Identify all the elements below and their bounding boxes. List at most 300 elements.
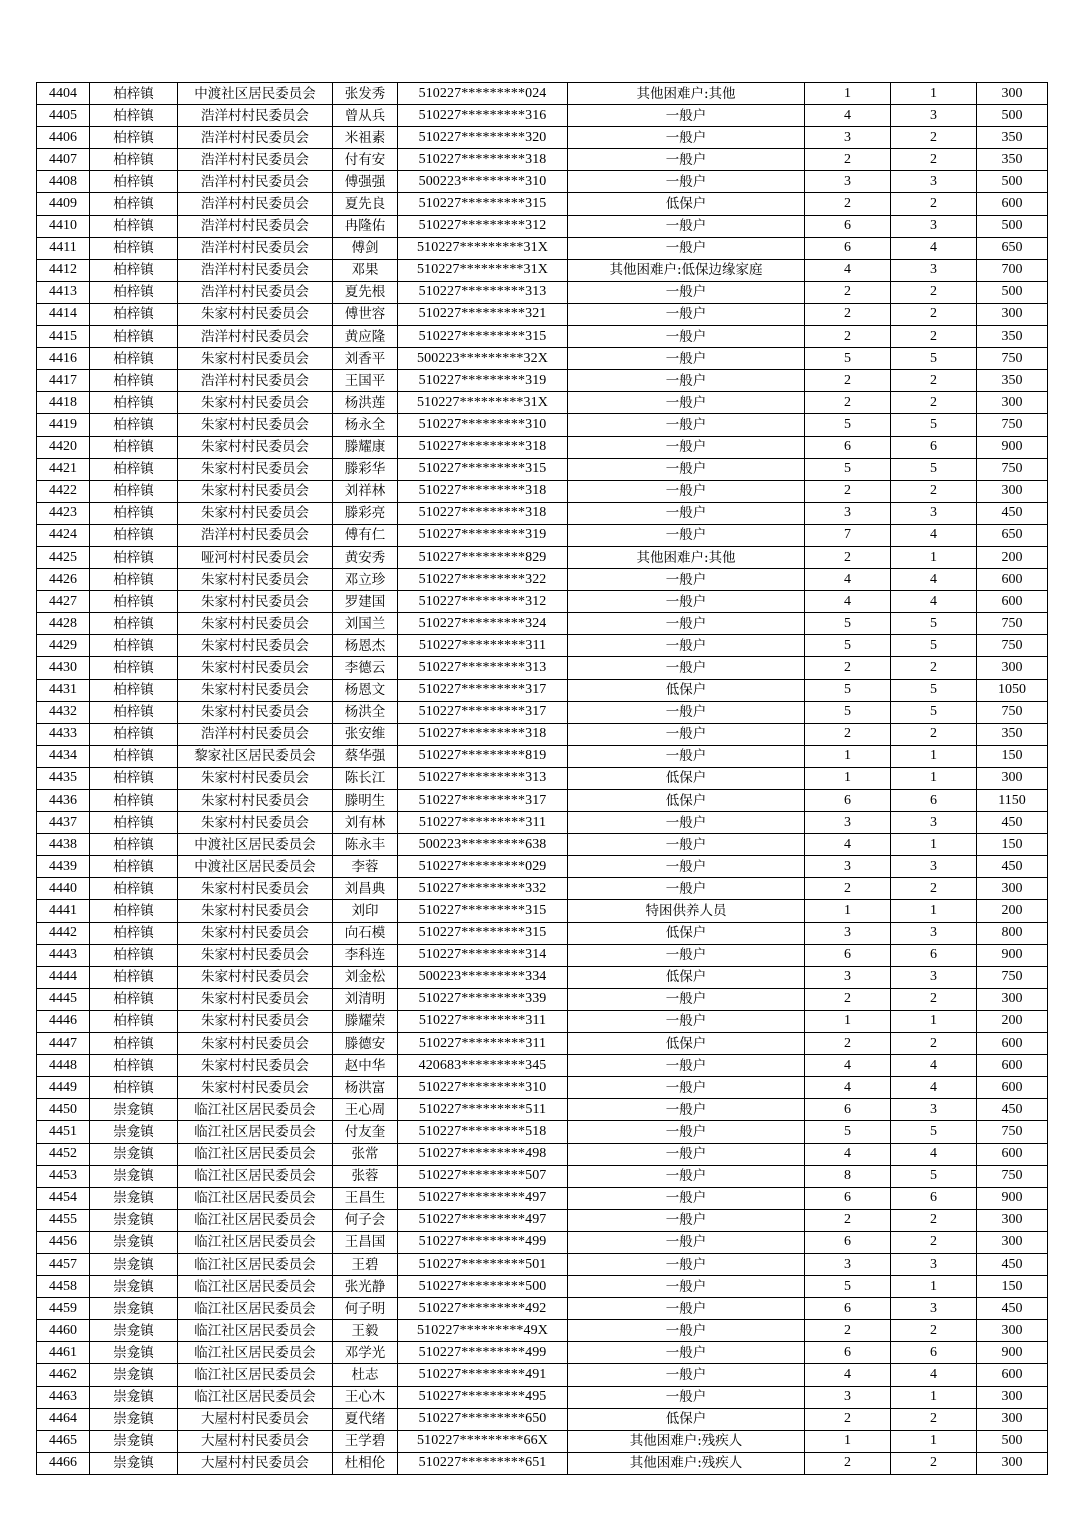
- committee-cell: 朱家村村民委员会: [178, 1033, 333, 1055]
- amount-cell: 750: [977, 458, 1048, 480]
- serial-number-cell: 4448: [37, 1055, 90, 1077]
- amount-cell: 150: [977, 834, 1048, 856]
- assisted-count-cell: 2: [891, 193, 977, 215]
- name-cell: 邓果: [333, 259, 398, 281]
- name-cell: 何子会: [333, 1209, 398, 1231]
- id-number-cell: 510227*********315: [398, 458, 568, 480]
- serial-number-cell: 4442: [37, 922, 90, 944]
- id-number-cell: 500223*********638: [398, 834, 568, 856]
- name-cell: 滕彩亮: [333, 502, 398, 524]
- table-row: [37, 149, 1048, 171]
- committee-cell: 临江社区居民委员会: [178, 1099, 333, 1121]
- household-type-cell: 其他困难户:低保边缘家庭: [568, 259, 805, 281]
- family-size-cell: 2: [805, 1033, 891, 1055]
- name-cell: 王昌国: [333, 1231, 398, 1253]
- table-row: [37, 1033, 1048, 1055]
- table-row: [37, 1121, 1048, 1143]
- amount-cell: 200: [977, 900, 1048, 922]
- table-row: [37, 1099, 1048, 1121]
- committee-cell: 朱家村村民委员会: [178, 480, 333, 502]
- household-type-cell: 一般户: [568, 127, 805, 149]
- serial-number-cell: 4462: [37, 1364, 90, 1386]
- table-row: [37, 1055, 1048, 1077]
- household-type-cell: 低保户: [568, 193, 805, 215]
- table-row: [37, 326, 1048, 348]
- town-cell: 柏梓镇: [90, 414, 178, 436]
- name-cell: 张常: [333, 1143, 398, 1165]
- name-cell: 王昌生: [333, 1187, 398, 1209]
- table-row: [37, 546, 1048, 568]
- amount-cell: 600: [977, 1033, 1048, 1055]
- committee-cell: 浩洋村村民委员会: [178, 215, 333, 237]
- amount-cell: 1050: [977, 679, 1048, 701]
- committee-cell: 朱家村村民委员会: [178, 944, 333, 966]
- committee-cell: 朱家村村民委员会: [178, 502, 333, 524]
- committee-cell: 朱家村村民委员会: [178, 767, 333, 789]
- id-number-cell: 420683*********345: [398, 1055, 568, 1077]
- family-size-cell: 2: [805, 281, 891, 303]
- id-number-cell: 510227*********332: [398, 878, 568, 900]
- town-cell: 柏梓镇: [90, 767, 178, 789]
- serial-number-cell: 4434: [37, 745, 90, 767]
- committee-cell: 大屋村村民委员会: [178, 1430, 333, 1452]
- amount-cell: 300: [977, 1452, 1048, 1474]
- town-cell: 崇龛镇: [90, 1121, 178, 1143]
- household-type-cell: 其他困难户:其他: [568, 83, 805, 105]
- table-row: [37, 458, 1048, 480]
- household-type-cell: 其他困难户:残疾人: [568, 1430, 805, 1452]
- town-cell: 崇龛镇: [90, 1430, 178, 1452]
- serial-number-cell: 4454: [37, 1187, 90, 1209]
- committee-cell: 朱家村村民委员会: [178, 1055, 333, 1077]
- household-type-cell: 低保户: [568, 1033, 805, 1055]
- name-cell: 黄安秀: [333, 546, 398, 568]
- town-cell: 柏梓镇: [90, 436, 178, 458]
- committee-cell: 大屋村村民委员会: [178, 1408, 333, 1430]
- assisted-count-cell: 3: [891, 1253, 977, 1275]
- committee-cell: 朱家村村民委员会: [178, 414, 333, 436]
- serial-number-cell: 4406: [37, 127, 90, 149]
- table-row: [37, 105, 1048, 127]
- family-size-cell: 4: [805, 569, 891, 591]
- assisted-count-cell: 1: [891, 834, 977, 856]
- amount-cell: 600: [977, 1364, 1048, 1386]
- town-cell: 崇龛镇: [90, 1320, 178, 1342]
- household-type-cell: 一般户: [568, 1364, 805, 1386]
- serial-number-cell: 4447: [37, 1033, 90, 1055]
- assisted-count-cell: 1: [891, 1430, 977, 1452]
- committee-cell: 朱家村村民委员会: [178, 966, 333, 988]
- committee-cell: 浩洋村村民委员会: [178, 370, 333, 392]
- table-row: [37, 370, 1048, 392]
- serial-number-cell: 4466: [37, 1452, 90, 1474]
- household-type-cell: 一般户: [568, 502, 805, 524]
- assisted-count-cell: 4: [891, 237, 977, 259]
- town-cell: 柏梓镇: [90, 657, 178, 679]
- town-cell: 柏梓镇: [90, 326, 178, 348]
- committee-cell: 临江社区居民委员会: [178, 1342, 333, 1364]
- name-cell: 刘国兰: [333, 613, 398, 635]
- family-size-cell: 6: [805, 790, 891, 812]
- id-number-cell: 510227*********497: [398, 1209, 568, 1231]
- household-type-cell: 一般户: [568, 215, 805, 237]
- committee-cell: 朱家村村民委员会: [178, 790, 333, 812]
- amount-cell: 700: [977, 259, 1048, 281]
- table-row: [37, 524, 1048, 546]
- household-type-cell: 一般户: [568, 944, 805, 966]
- town-cell: 崇龛镇: [90, 1364, 178, 1386]
- name-cell: 傅世容: [333, 303, 398, 325]
- id-number-cell: 510227*********31X: [398, 392, 568, 414]
- family-size-cell: 3: [805, 1386, 891, 1408]
- amount-cell: 300: [977, 988, 1048, 1010]
- table-row: [37, 1320, 1048, 1342]
- assisted-count-cell: 3: [891, 922, 977, 944]
- serial-number-cell: 4425: [37, 546, 90, 568]
- town-cell: 柏梓镇: [90, 856, 178, 878]
- town-cell: 柏梓镇: [90, 591, 178, 613]
- table-row: [37, 436, 1048, 458]
- family-size-cell: 5: [805, 458, 891, 480]
- town-cell: 柏梓镇: [90, 745, 178, 767]
- town-cell: 崇龛镇: [90, 1452, 178, 1474]
- assisted-count-cell: 1: [891, 745, 977, 767]
- name-cell: 向石模: [333, 922, 398, 944]
- committee-cell: 浩洋村村民委员会: [178, 281, 333, 303]
- town-cell: 柏梓镇: [90, 83, 178, 105]
- table-row: [37, 790, 1048, 812]
- town-cell: 柏梓镇: [90, 878, 178, 900]
- assisted-count-cell: 4: [891, 591, 977, 613]
- assisted-count-cell: 6: [891, 436, 977, 458]
- name-cell: 冉隆佑: [333, 215, 398, 237]
- table-row: [37, 701, 1048, 723]
- table-row: [37, 1342, 1048, 1364]
- town-cell: 崇龛镇: [90, 1253, 178, 1275]
- family-size-cell: 1: [805, 745, 891, 767]
- table-row: [37, 657, 1048, 679]
- town-cell: 崇龛镇: [90, 1209, 178, 1231]
- assisted-count-cell: 2: [891, 1231, 977, 1253]
- id-number-cell: 510227*********339: [398, 988, 568, 1010]
- committee-cell: 浩洋村村民委员会: [178, 237, 333, 259]
- table-row: [37, 193, 1048, 215]
- table-row: [37, 1408, 1048, 1430]
- town-cell: 柏梓镇: [90, 105, 178, 127]
- committee-cell: 浩洋村村民委员会: [178, 259, 333, 281]
- town-cell: 柏梓镇: [90, 1077, 178, 1099]
- amount-cell: 450: [977, 502, 1048, 524]
- town-cell: 柏梓镇: [90, 370, 178, 392]
- household-type-cell: 低保户: [568, 767, 805, 789]
- name-cell: 蔡华强: [333, 745, 398, 767]
- serial-number-cell: 4410: [37, 215, 90, 237]
- serial-number-cell: 4418: [37, 392, 90, 414]
- committee-cell: 朱家村村民委员会: [178, 679, 333, 701]
- family-size-cell: 3: [805, 1253, 891, 1275]
- family-size-cell: 8: [805, 1165, 891, 1187]
- serial-number-cell: 4463: [37, 1386, 90, 1408]
- name-cell: 杜志: [333, 1364, 398, 1386]
- household-type-cell: 一般户: [568, 613, 805, 635]
- name-cell: 杨恩杰: [333, 635, 398, 657]
- assisted-count-cell: 2: [891, 1408, 977, 1430]
- table-row: [37, 635, 1048, 657]
- family-size-cell: 6: [805, 1342, 891, 1364]
- serial-number-cell: 4409: [37, 193, 90, 215]
- town-cell: 柏梓镇: [90, 303, 178, 325]
- name-cell: 付友奎: [333, 1121, 398, 1143]
- table-row: [37, 1165, 1048, 1187]
- town-cell: 柏梓镇: [90, 502, 178, 524]
- household-type-cell: 一般户: [568, 436, 805, 458]
- id-number-cell: 510227*********315: [398, 900, 568, 922]
- committee-cell: 临江社区居民委员会: [178, 1121, 333, 1143]
- household-type-cell: 一般户: [568, 988, 805, 1010]
- amount-cell: 800: [977, 922, 1048, 944]
- table-row: [37, 171, 1048, 193]
- family-size-cell: 6: [805, 944, 891, 966]
- town-cell: 崇龛镇: [90, 1276, 178, 1298]
- assisted-count-cell: 3: [891, 856, 977, 878]
- amount-cell: 300: [977, 767, 1048, 789]
- table-row: [37, 1452, 1048, 1474]
- id-number-cell: 510227*********324: [398, 613, 568, 635]
- serial-number-cell: 4412: [37, 259, 90, 281]
- serial-number-cell: 4451: [37, 1121, 90, 1143]
- family-size-cell: 2: [805, 1452, 891, 1474]
- family-size-cell: 1: [805, 767, 891, 789]
- amount-cell: 650: [977, 524, 1048, 546]
- serial-number-cell: 4415: [37, 326, 90, 348]
- table-row: [37, 480, 1048, 502]
- amount-cell: 350: [977, 149, 1048, 171]
- committee-cell: 哑河村村民委员会: [178, 546, 333, 568]
- id-number-cell: 510227*********314: [398, 944, 568, 966]
- family-size-cell: 2: [805, 149, 891, 171]
- serial-number-cell: 4439: [37, 856, 90, 878]
- serial-number-cell: 4405: [37, 105, 90, 127]
- serial-number-cell: 4461: [37, 1342, 90, 1364]
- name-cell: 黄应隆: [333, 326, 398, 348]
- amount-cell: 750: [977, 348, 1048, 370]
- id-number-cell: 510227*********318: [398, 436, 568, 458]
- table-row: [37, 723, 1048, 745]
- committee-cell: 朱家村村民委员会: [178, 613, 333, 635]
- name-cell: 杨永全: [333, 414, 398, 436]
- family-size-cell: 6: [805, 1298, 891, 1320]
- amount-cell: 450: [977, 812, 1048, 834]
- table-row: [37, 83, 1048, 105]
- assisted-count-cell: 3: [891, 502, 977, 524]
- amount-cell: 900: [977, 436, 1048, 458]
- household-type-cell: 一般户: [568, 1209, 805, 1231]
- name-cell: 付有安: [333, 149, 398, 171]
- id-number-cell: 510227*********312: [398, 215, 568, 237]
- table-row: [37, 767, 1048, 789]
- amount-cell: 200: [977, 546, 1048, 568]
- name-cell: 刘祥林: [333, 480, 398, 502]
- id-number-cell: 500223*********334: [398, 966, 568, 988]
- id-number-cell: 510227*********317: [398, 790, 568, 812]
- amount-cell: 450: [977, 1099, 1048, 1121]
- town-cell: 柏梓镇: [90, 1010, 178, 1032]
- household-type-cell: 一般户: [568, 524, 805, 546]
- amount-cell: 600: [977, 569, 1048, 591]
- town-cell: 柏梓镇: [90, 988, 178, 1010]
- table-row: [37, 259, 1048, 281]
- id-number-cell: 510227*********819: [398, 745, 568, 767]
- amount-cell: 900: [977, 944, 1048, 966]
- family-size-cell: 5: [805, 613, 891, 635]
- committee-cell: 浩洋村村民委员会: [178, 326, 333, 348]
- id-number-cell: 510227*********312: [398, 591, 568, 613]
- serial-number-cell: 4453: [37, 1165, 90, 1187]
- household-type-cell: 一般户: [568, 1010, 805, 1032]
- family-size-cell: 6: [805, 1231, 891, 1253]
- table-row: [37, 215, 1048, 237]
- household-type-cell: 一般户: [568, 723, 805, 745]
- id-number-cell: 510227*********31X: [398, 237, 568, 259]
- id-number-cell: 510227*********311: [398, 1033, 568, 1055]
- household-type-cell: 一般户: [568, 569, 805, 591]
- id-number-cell: 510227*********499: [398, 1231, 568, 1253]
- table-row: [37, 591, 1048, 613]
- family-size-cell: 3: [805, 502, 891, 524]
- id-number-cell: 510227*********315: [398, 193, 568, 215]
- town-cell: 柏梓镇: [90, 392, 178, 414]
- household-type-cell: 一般户: [568, 1165, 805, 1187]
- id-number-cell: 510227*********310: [398, 414, 568, 436]
- committee-cell: 临江社区居民委员会: [178, 1320, 333, 1342]
- serial-number-cell: 4430: [37, 657, 90, 679]
- name-cell: 邓学光: [333, 1342, 398, 1364]
- amount-cell: 600: [977, 193, 1048, 215]
- serial-number-cell: 4421: [37, 458, 90, 480]
- family-size-cell: 6: [805, 237, 891, 259]
- id-number-cell: 510227*********829: [398, 546, 568, 568]
- name-cell: 邓立珍: [333, 569, 398, 591]
- name-cell: 张安维: [333, 723, 398, 745]
- household-type-cell: 一般户: [568, 1231, 805, 1253]
- name-cell: 赵中华: [333, 1055, 398, 1077]
- table-row: [37, 569, 1048, 591]
- name-cell: 杨洪莲: [333, 392, 398, 414]
- household-type-cell: 一般户: [568, 1276, 805, 1298]
- serial-number-cell: 4449: [37, 1077, 90, 1099]
- town-cell: 柏梓镇: [90, 127, 178, 149]
- name-cell: 刘金松: [333, 966, 398, 988]
- assisted-count-cell: 2: [891, 127, 977, 149]
- town-cell: 柏梓镇: [90, 812, 178, 834]
- household-type-cell: 一般户: [568, 657, 805, 679]
- name-cell: 陈永丰: [333, 834, 398, 856]
- town-cell: 柏梓镇: [90, 790, 178, 812]
- table-row: [37, 392, 1048, 414]
- serial-number-cell: 4458: [37, 1276, 90, 1298]
- assisted-count-cell: 2: [891, 370, 977, 392]
- table-row: [37, 1276, 1048, 1298]
- serial-number-cell: 4416: [37, 348, 90, 370]
- amount-cell: 600: [977, 1055, 1048, 1077]
- id-number-cell: 510227*********024: [398, 83, 568, 105]
- id-number-cell: 510227*********313: [398, 281, 568, 303]
- table-row: [37, 922, 1048, 944]
- town-cell: 崇龛镇: [90, 1342, 178, 1364]
- id-number-cell: 510227*********31X: [398, 259, 568, 281]
- amount-cell: 300: [977, 878, 1048, 900]
- town-cell: 柏梓镇: [90, 944, 178, 966]
- family-size-cell: 2: [805, 878, 891, 900]
- assisted-count-cell: 6: [891, 1187, 977, 1209]
- family-size-cell: 2: [805, 370, 891, 392]
- id-number-cell: 510227*********317: [398, 679, 568, 701]
- household-type-cell: 一般户: [568, 1253, 805, 1275]
- name-cell: 王心木: [333, 1386, 398, 1408]
- assisted-count-cell: 5: [891, 348, 977, 370]
- id-number-cell: 500223*********310: [398, 171, 568, 193]
- assisted-count-cell: 4: [891, 1143, 977, 1165]
- serial-number-cell: 4441: [37, 900, 90, 922]
- amount-cell: 300: [977, 1209, 1048, 1231]
- household-type-cell: 一般户: [568, 281, 805, 303]
- committee-cell: 临江社区居民委员会: [178, 1187, 333, 1209]
- assisted-count-cell: 2: [891, 1320, 977, 1342]
- committee-cell: 中渡社区居民委员会: [178, 834, 333, 856]
- committee-cell: 浩洋村村民委员会: [178, 193, 333, 215]
- committee-cell: 黎家社区居民委员会: [178, 745, 333, 767]
- assisted-count-cell: 2: [891, 392, 977, 414]
- name-cell: 杨洪富: [333, 1077, 398, 1099]
- family-size-cell: 2: [805, 193, 891, 215]
- name-cell: 王国平: [333, 370, 398, 392]
- committee-cell: 临江社区居民委员会: [178, 1298, 333, 1320]
- amount-cell: 500: [977, 171, 1048, 193]
- assisted-count-cell: 3: [891, 171, 977, 193]
- serial-number-cell: 4420: [37, 436, 90, 458]
- committee-cell: 朱家村村民委员会: [178, 1010, 333, 1032]
- serial-number-cell: 4433: [37, 723, 90, 745]
- committee-cell: 大屋村村民委员会: [178, 1452, 333, 1474]
- id-number-cell: 510227*********319: [398, 524, 568, 546]
- household-type-cell: 一般户: [568, 1320, 805, 1342]
- serial-number-cell: 4459: [37, 1298, 90, 1320]
- town-cell: 柏梓镇: [90, 193, 178, 215]
- name-cell: 王毅: [333, 1320, 398, 1342]
- table-row: [37, 502, 1048, 524]
- serial-number-cell: 4445: [37, 988, 90, 1010]
- family-size-cell: 4: [805, 259, 891, 281]
- table-row: [37, 988, 1048, 1010]
- town-cell: 柏梓镇: [90, 701, 178, 723]
- town-cell: 柏梓镇: [90, 966, 178, 988]
- assisted-count-cell: 1: [891, 1386, 977, 1408]
- family-size-cell: 2: [805, 988, 891, 1010]
- amount-cell: 750: [977, 1121, 1048, 1143]
- committee-cell: 朱家村村民委员会: [178, 635, 333, 657]
- household-type-cell: 一般户: [568, 1099, 805, 1121]
- town-cell: 柏梓镇: [90, 149, 178, 171]
- household-type-cell: 一般户: [568, 856, 805, 878]
- assisted-count-cell: 1: [891, 1010, 977, 1032]
- household-type-cell: 一般户: [568, 1187, 805, 1209]
- committee-cell: 中渡社区居民委员会: [178, 83, 333, 105]
- committee-cell: 朱家村村民委员会: [178, 988, 333, 1010]
- serial-number-cell: 4408: [37, 171, 90, 193]
- table-row: [37, 1231, 1048, 1253]
- town-cell: 崇龛镇: [90, 1408, 178, 1430]
- assisted-count-cell: 2: [891, 988, 977, 1010]
